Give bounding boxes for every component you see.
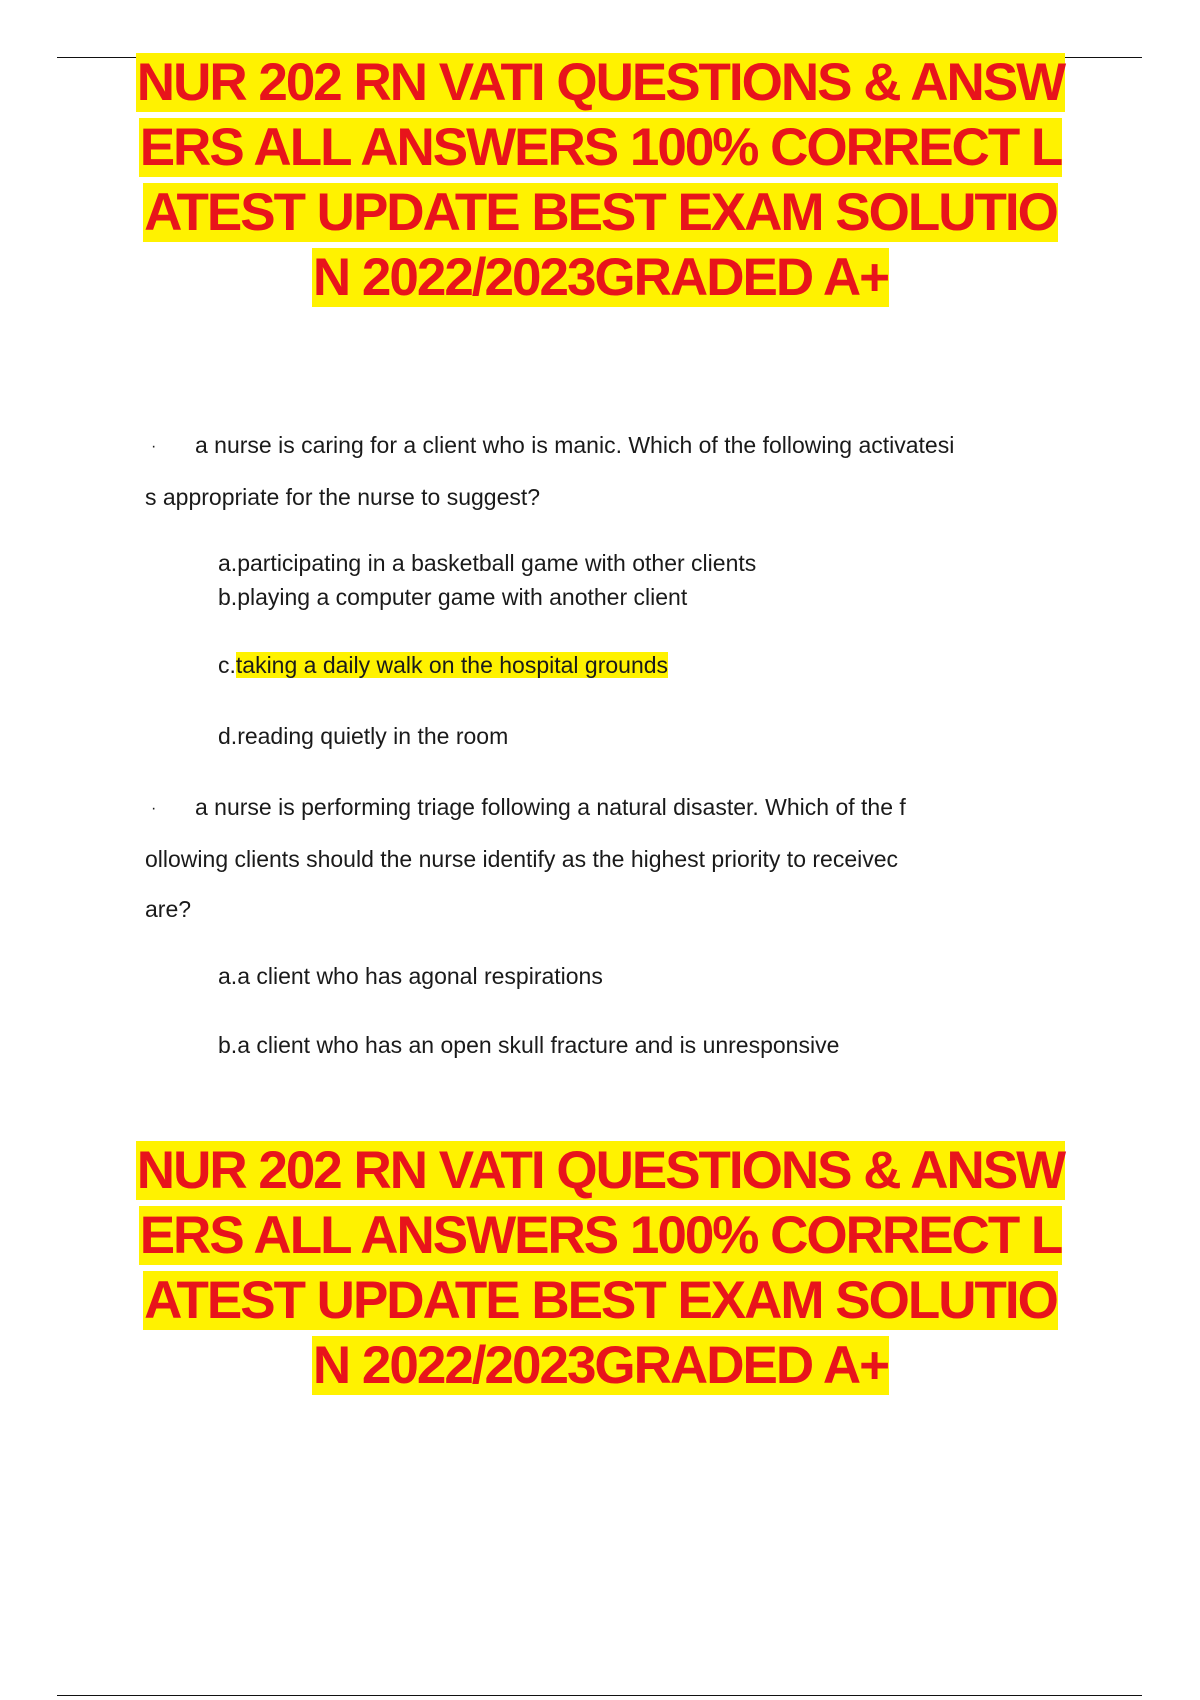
- banner-line: N 2022/2023GRADED A+: [312, 1336, 889, 1395]
- bullet-icon: ·: [151, 799, 157, 817]
- banner-line: ERS ALL ANSWERS 100% CORRECT L: [139, 1206, 1062, 1265]
- option-c-correct: c.taking a daily walk on the hospital grounds: [218, 652, 669, 678]
- bullet-icon: ·: [151, 437, 157, 455]
- question-line: ollowing clients should the nurse identify as the highest priority to receivec: [145, 845, 899, 872]
- question-line: s appropriate for the nurse to suggest?: [145, 483, 541, 510]
- question-2: [145, 782, 1045, 934]
- banner-line: NUR 202 RN VATI QUESTIONS & ANSW: [136, 1141, 1065, 1200]
- banner-line: NUR 202 RN VATI QUESTIONS & ANSW: [136, 53, 1065, 112]
- answer-highlight: taking a daily walk on the hospital grounds: [235, 652, 669, 678]
- option-d: d.reading quietly in the room: [218, 723, 509, 749]
- question-line: are?: [145, 895, 192, 922]
- bottom-rule: [57, 1695, 1142, 1696]
- banner-line: N 2022/2023GRADED A+: [312, 248, 889, 307]
- title-banner-bottom: [131, 1138, 1070, 1398]
- option-b: b.a client who has an open skull fracture and is unresponsive: [218, 1032, 840, 1058]
- question-1: [145, 420, 1045, 522]
- question-line: · a nurse is caring for a client who is manic. Which of the following activatesi: [145, 420, 1045, 472]
- option-a: a.a client who has agonal respirations: [218, 963, 603, 989]
- question-line: · a nurse is performing triage following a natural disaster. Which of the f: [145, 782, 1045, 834]
- option-a: a.participating in a basketball game with other clients: [218, 550, 757, 576]
- banner-line: ERS ALL ANSWERS 100% CORRECT L: [139, 118, 1062, 177]
- option-b: b.playing a computer game with another client: [218, 584, 688, 610]
- banner-line: ATEST UPDATE BEST EXAM SOLUTIO: [144, 1271, 1057, 1330]
- title-banner-top: [131, 50, 1070, 310]
- banner-line: ATEST UPDATE BEST EXAM SOLUTIO: [144, 183, 1057, 242]
